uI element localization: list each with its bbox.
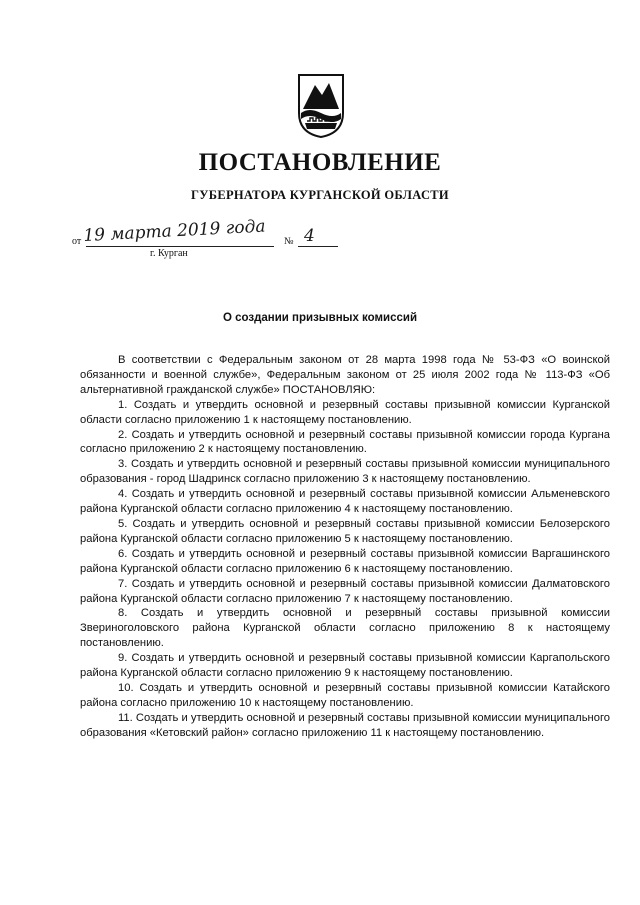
body-paragraph: 1. Создать и утвердить основной и резервный составы призывной комиссии Курганской области согласно приложению 1 к настоящему постановлению. <box>80 398 610 426</box>
body-paragraph: 10. Создать и утвердить основной и резервный составы призывной комиссии Катайского района согласно приложению 10 к настоящему постановлению. <box>80 681 610 709</box>
date-underline <box>86 246 274 247</box>
city-label: г. Курган <box>150 248 188 259</box>
number-sign: № <box>284 236 294 247</box>
body-paragraph: 5. Создать и утвердить основной и резервный составы призывной комиссии Белозерского района Курганской области согласно приложению 5 к настоящему постановлению. <box>80 517 610 545</box>
body-paragraph: 6. Создать и утвердить основной и резервный составы призывной комиссии Варгашинского района Курганской области согласно приложению 6 к настоящему постановлению. <box>80 547 610 575</box>
document-body <box>80 353 610 741</box>
body-paragraph: 3. Создать и утвердить основной и резервный составы призывной комиссии муниципального образования - город Шадринск согласно приложению 3 к настоящему постановлению. <box>80 458 610 486</box>
body-paragraph: 9. Создать и утвердить основной и резервный составы призывной комиссии Каргапольского района Курганской области согласно приложению 9 к настоящему постановлению. <box>80 652 610 680</box>
number-underline <box>298 246 338 247</box>
body-paragraph: В соответствии с Федеральным законом от 28 марта 1998 года № 53-ФЗ «О воинской обязанности и военной службе», Федеральным законом от 25 июля 2002 года № 113-ФЗ «Об альтернативной гражданской службе» ПОСТАНОВЛЯЮ: <box>80 354 610 396</box>
document-title: ПОСТАНОВЛЕНИЕ <box>198 149 442 176</box>
body-paragraph: 4. Создать и утвердить основной и резервный составы призывной комиссии Альменевского района Курганской области согласно приложению 4 к настоящему постановлению. <box>80 488 610 516</box>
date-number-line <box>72 216 372 266</box>
body-paragraph: 7. Создать и утвердить основной и резервный составы призывной комиссии Далматовского района Курганской области согласно приложению 7 к настоящему постановлению. <box>80 577 610 605</box>
handwritten-date: 19 марта 2019 года <box>82 216 266 246</box>
body-paragraph: 8. Создать и утвердить основной и резервный составы призывной комиссии Звериноголовского района Курганской области согласно приложению 8 к настоящему постановлению. <box>80 607 610 650</box>
body-paragraph: 2. Создать и утвердить основной и резервный составы призывной комиссии города Кургана согласно приложению 2 к настоящему постановлению. <box>80 428 610 456</box>
document-heading: О создании призывных комиссий <box>222 312 418 324</box>
handwritten-number: 4 <box>304 226 315 246</box>
document-subtitle: ГУБЕРНАТОРА КУРГАНСКОЙ ОБЛАСТИ <box>191 188 449 202</box>
coat-of-arms-emblem <box>297 73 345 139</box>
body-paragraph: 11. Создать и утвердить основной и резервный составы призывной комиссии муниципального образования «Кетовский район» согласно приложению 11 к настоящему постановлению. <box>80 711 610 739</box>
date-prefix: от <box>72 236 82 247</box>
